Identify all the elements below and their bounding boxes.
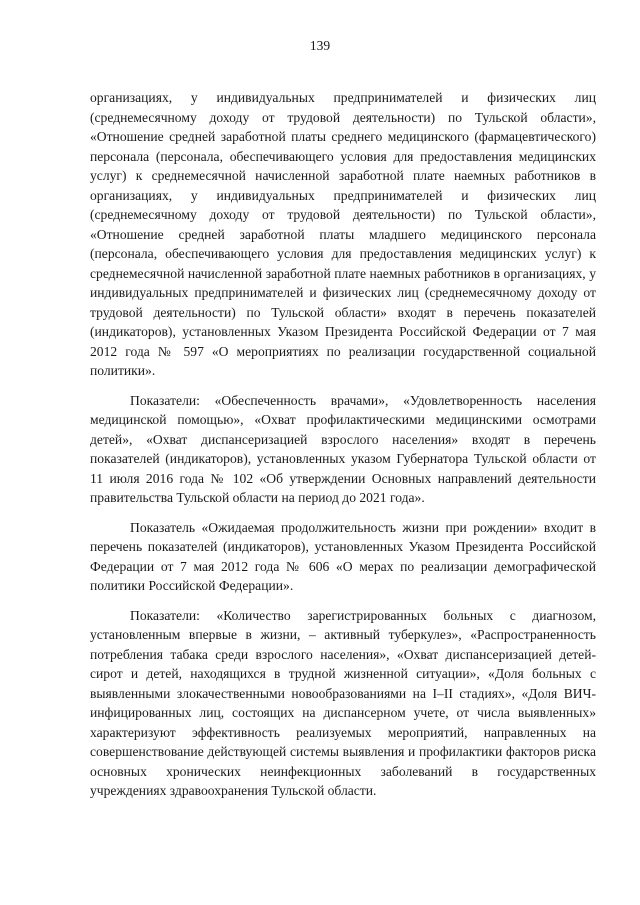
paragraph-governor-indicators: Показатели: «Обеспеченность врачами», «Удовлетворенность населения медицинской помощью», «Охват профилактическими медицинскими осмотрами детей», «Охват диспансеризацией взрослого населения» входят в перечень показателей (индикаторов), установленных указом Губернатора Тульской области от 11 июля 2016 года № 102 «Об утверждении Основных направлений деятельности правительства Тульской области на период до 2021 года». <box>90 392 596 505</box>
paragraph-continued: организациях, у индивидуальных предпринимателей и физических лиц (среднемесячному доходу от трудовой деятельности) по Тульской области», «Отношение средней заработной платы среднего медицинского (фармацевтического) персонала (персонала, обеспечивающего условия для предоставления медицинских услуг) к среднемесячной начисленной заработной плате наемных работников в организациях, у индивидуальных предпринимателей и физических лиц (среднемесячному доходу от трудовой деятельности) по Тульской области», «Отношение средней заработной платы младшего медицинского персонала (персонала, обеспечивающего условия для предоставления медицинских услуг) к среднемесячной начисленной заработной плате наемных работников в организациях, у индивидуальных предпринимателей и физических лиц (среднемесячному доходу от трудовой деятельности) по Тульской области» входят в перечень показателей (индикаторов), установленных Указом Президента Российской Федерации от 7 мая 2012 года № 597 «О мероприятиях по реализации государственной социальной политики». <box>90 90 596 378</box>
page-number: 139 <box>309 38 331 53</box>
paragraph-effectiveness-indicators: Показатели: «Количество зарегистрированных больных с диагнозом, установленным впервые в жизни, – активный туберкулез», «Распространенность потребления табака среди взрослого населения», «Охват диспансеризацией детей-сирот и детей, находящихся в трудной жизненной ситуации», «Доля больных с выявленными злокачественными новообразованиями на I–II стадиях», «Доля ВИЧ-инфицированных лиц, состоящих на диспансерном учете, от числа выявленных» характеризуют эффективность реализуемых мероприятий, направленных на совершенствование действующей системы выявления и профилактики факторов риска основных хронических неинфекционных заболеваний в государственных учреждениях здравоохранения Тульской области. <box>90 607 596 798</box>
paragraph-life-expectancy: Показатель «Ожидаемая продолжительность жизни при рождении» входит в перечень показателей (индикаторов), установленных Указом Президента Российской Федерации от 7 мая 2012 года № 606 «О мерах по реализации демографической политики Российской Федерации». <box>90 519 596 593</box>
document-body <box>90 88 596 801</box>
